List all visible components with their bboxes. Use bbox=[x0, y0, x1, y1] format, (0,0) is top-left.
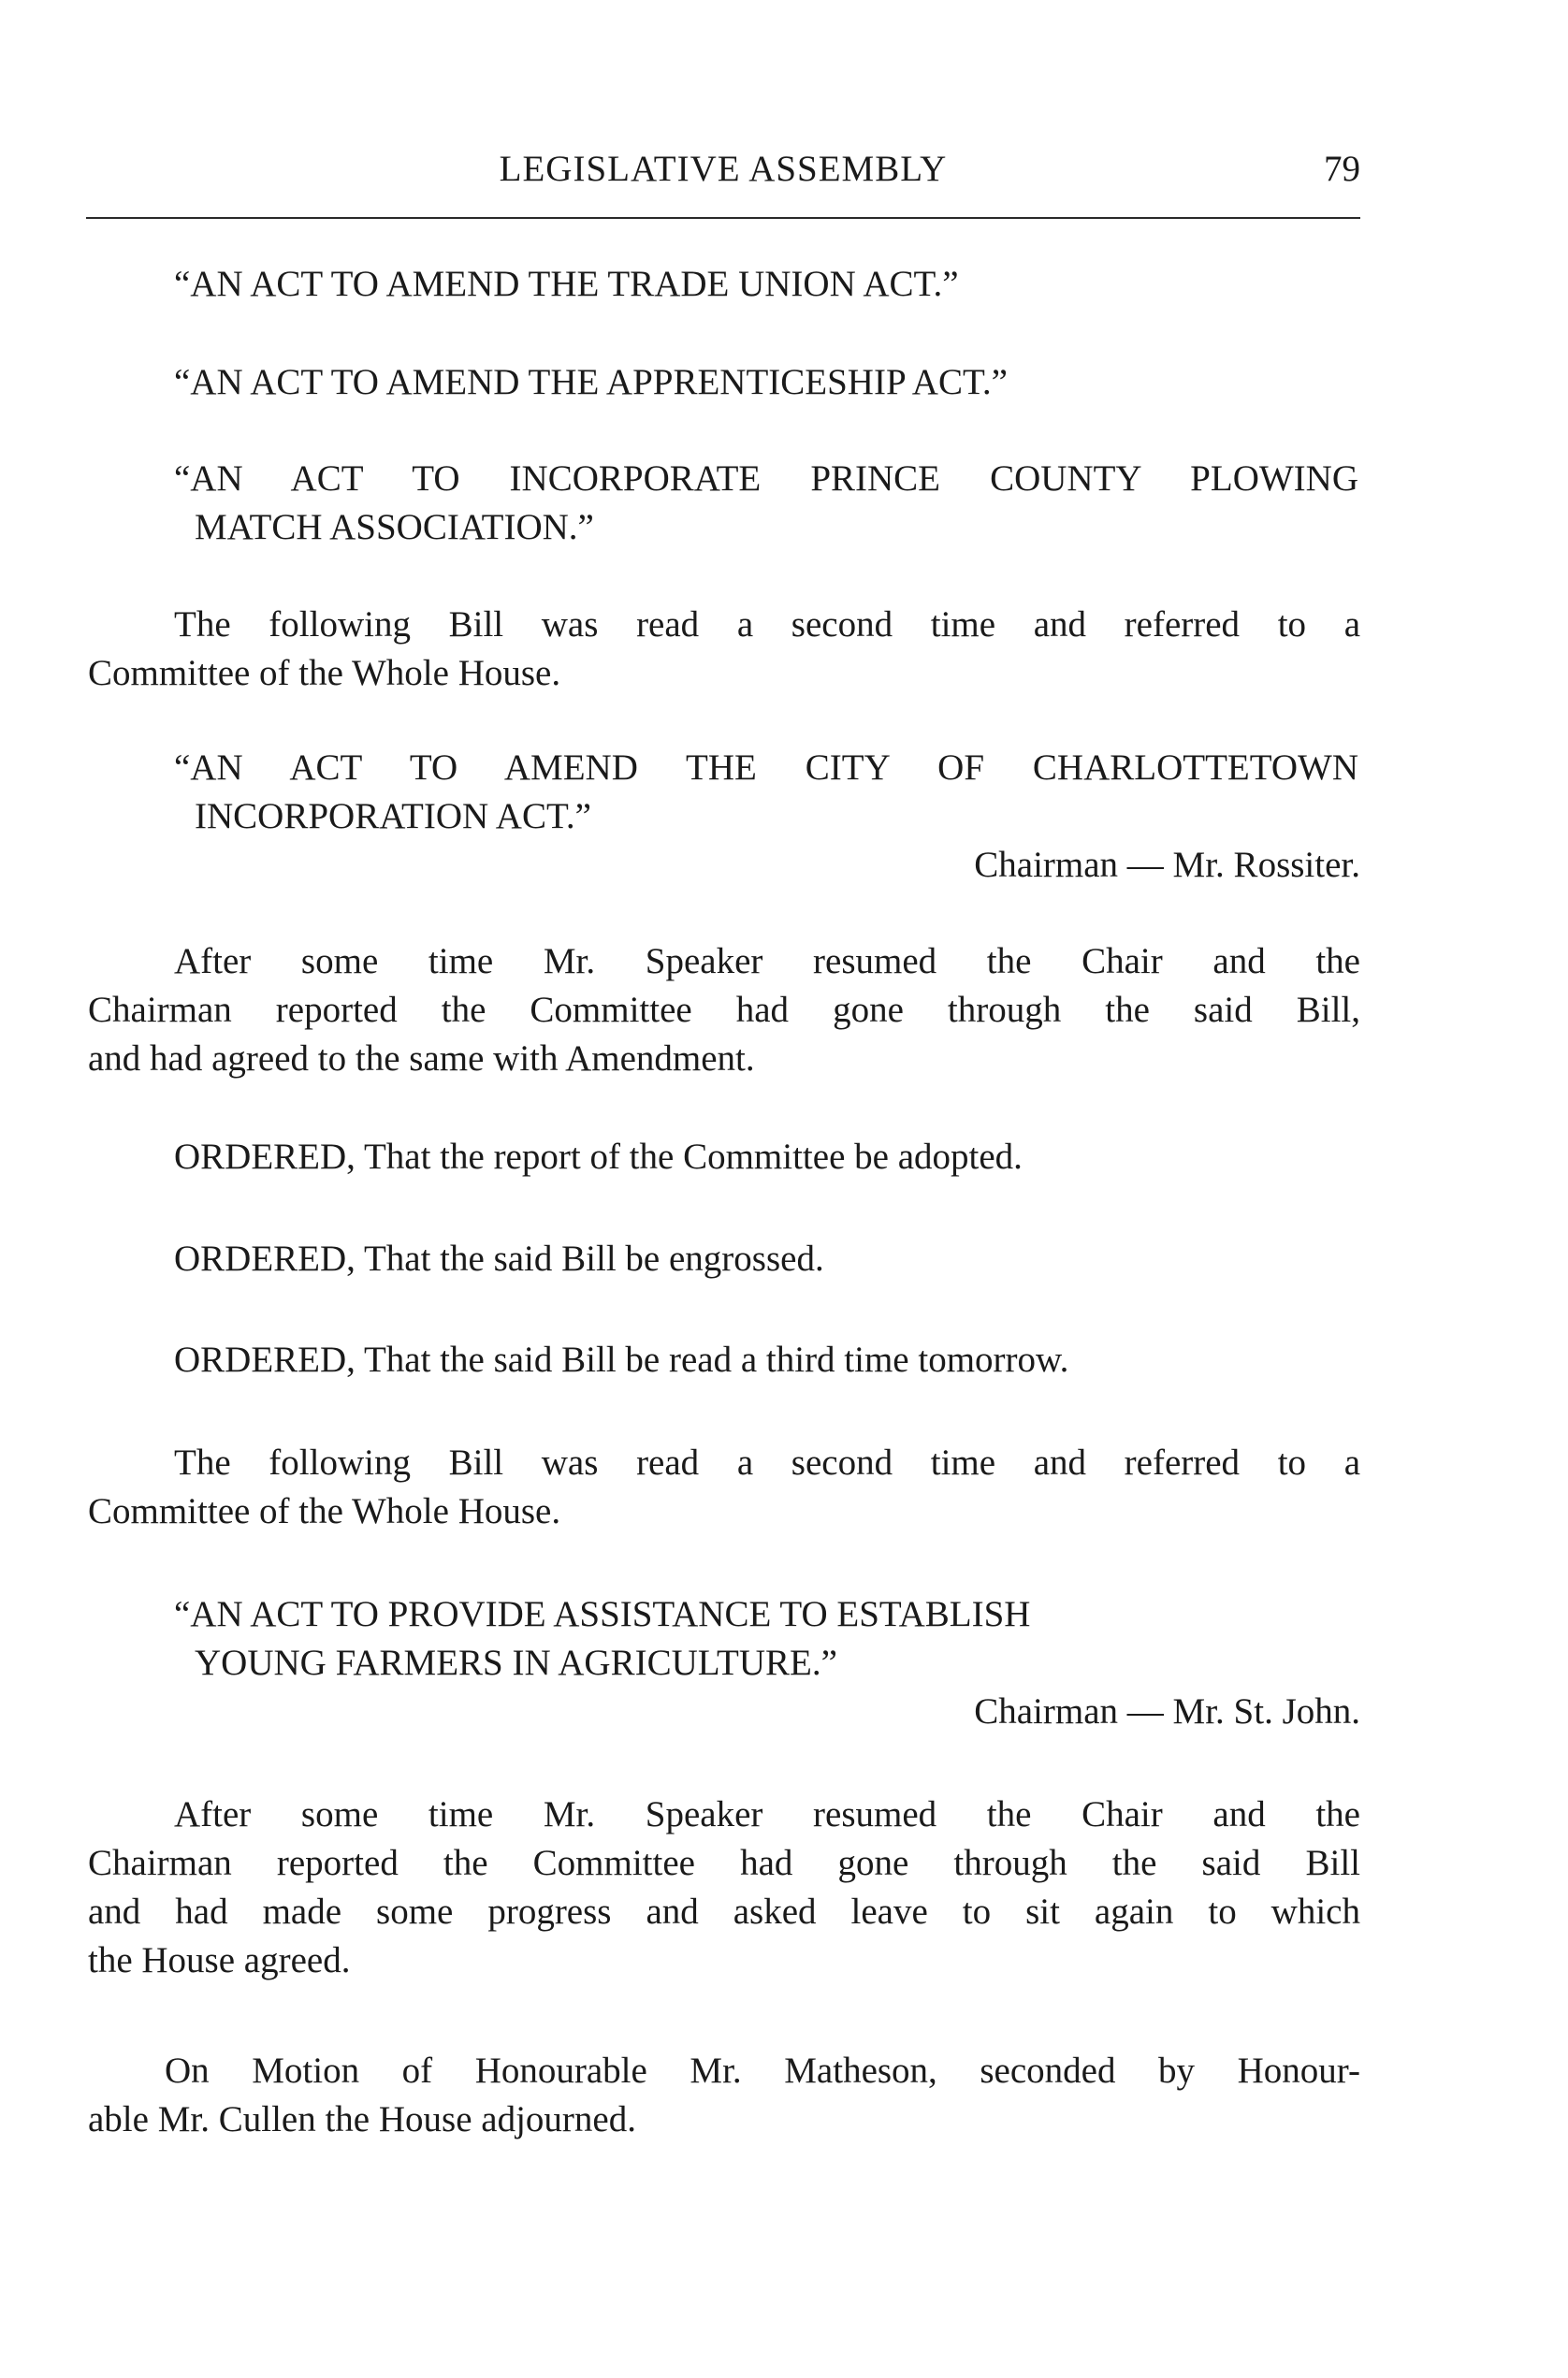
paragraph-referred-2-line-1: The following Bill was read a second time and referred to a bbox=[174, 1443, 1360, 1483]
act-title-young-farmers-line-1: “AN ACT TO PROVIDE ASSISTANCE TO ESTABLISH bbox=[174, 1594, 1031, 1634]
paragraph-speaker-2-line-4: the House agreed. bbox=[88, 1940, 351, 1980]
page-header bbox=[86, 148, 1360, 204]
header-rule bbox=[86, 217, 1360, 219]
act-title-charlottetown-line-2: INCORPORATION ACT.” bbox=[195, 796, 591, 836]
ordered-bill-engrossed: ORDERED, That the said Bill be engrossed. bbox=[174, 1239, 824, 1279]
paragraph-speaker-1-line-3: and had agreed to the same with Amendment. bbox=[88, 1038, 755, 1079]
paragraph-adjournment-line-2: able Mr. Cullen the House adjourned. bbox=[88, 2099, 636, 2139]
running-title: LEGISLATIVE ASSEMBLY bbox=[499, 149, 948, 189]
act-title-young-farmers-line-2: YOUNG FARMERS IN AGRICULTURE.” bbox=[195, 1643, 837, 1683]
paragraph-speaker-2-line-3: and had made some progress and asked leave to sit again to which bbox=[88, 1892, 1360, 1932]
act-title-charlottetown-line-1: “AN ACT TO AMEND THE CITY OF CHARLOTTETOWN bbox=[174, 747, 1358, 788]
ordered-report-adopted: ORDERED, That the report of the Committee be adopted. bbox=[174, 1137, 1023, 1177]
paragraph-adjournment-line-1: On Motion of Honourable Mr. Matheson, seconded by Honour- bbox=[165, 2051, 1360, 2091]
paragraph-referred-2-line-2: Committee of the Whole House. bbox=[88, 1491, 561, 1531]
chairman-rossiter: Chairman — Mr. Rossiter. bbox=[974, 845, 1360, 885]
chairman-st-john: Chairman — Mr. St. John. bbox=[974, 1691, 1360, 1732]
paragraph-speaker-1-line-2: Chairman reported the Committee had gone through the said Bill, bbox=[88, 990, 1360, 1030]
paragraph-speaker-1-line-1: After some time Mr. Speaker resumed the Chair and the bbox=[174, 941, 1360, 981]
act-title-trade-union: “AN ACT TO AMEND THE TRADE UNION ACT.” bbox=[174, 264, 959, 304]
act-title-plowing-line-1: “AN ACT TO INCORPORATE PRINCE COUNTY PLOWING bbox=[174, 458, 1358, 499]
page-number: 79 bbox=[1324, 149, 1360, 189]
paragraph-speaker-2-line-1: After some time Mr. Speaker resumed the Chair and the bbox=[174, 1794, 1360, 1834]
act-title-plowing-line-2: MATCH ASSOCIATION.” bbox=[195, 507, 594, 547]
paragraph-referred-1-line-1: The following Bill was read a second time and referred to a bbox=[174, 604, 1360, 645]
paragraph-speaker-2-line-2: Chairman reported the Committee had gone through the said Bill bbox=[88, 1843, 1360, 1883]
ordered-third-reading: ORDERED, That the said Bill be read a third time tomorrow. bbox=[174, 1340, 1069, 1380]
paragraph-referred-1-line-2: Committee of the Whole House. bbox=[88, 653, 561, 693]
act-title-apprenticeship: “AN ACT TO AMEND THE APPRENTICESHIP ACT.” bbox=[174, 362, 1008, 402]
